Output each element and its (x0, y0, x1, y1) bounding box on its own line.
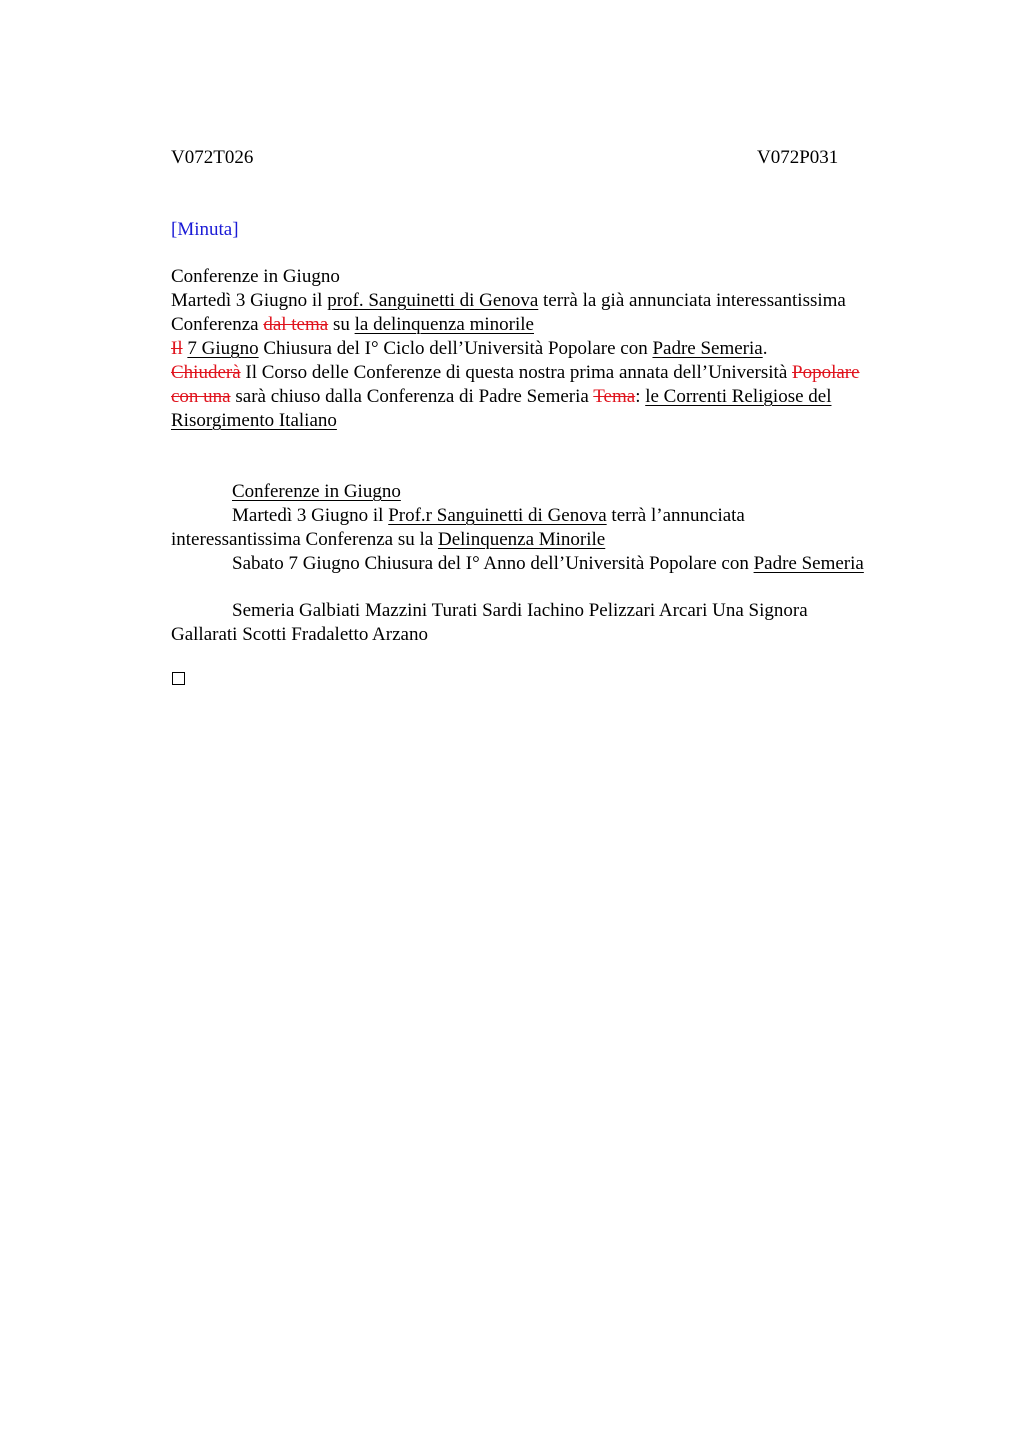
text: Chiusura del I° Ciclo dell’Università Popolare con (258, 338, 653, 359)
text: su (328, 314, 355, 335)
text: Sabato 7 Giugno Chiusura del I° Anno dell’Università Popolare con (232, 553, 754, 574)
text: Conferenza (171, 314, 264, 335)
topic: la delinquenza minorile (354, 314, 534, 335)
speaker-name: Padre Semeria (753, 553, 864, 574)
deleted-text: Chiuderà (171, 362, 241, 383)
deleted-text: Il (171, 338, 183, 359)
speaker-name: Padre Semeria (652, 338, 763, 359)
topic: le Correnti Religiose del (645, 386, 832, 407)
final-line-1 (232, 504, 745, 528)
speaker-name: prof. Sanguinetti di Genova (327, 290, 539, 311)
names-line-1: Semeria Galbiati Mazzini Turati Sardi Iachino Pelizzari Arcari Una Signora (232, 600, 808, 621)
draft-line-5 (171, 385, 831, 409)
draft-line-4 (171, 361, 860, 385)
deleted-text: dal tema (263, 314, 329, 335)
text: sarà chiuso dalla Conferenza di Padre Semeria (230, 386, 594, 407)
topic: Risorgimento Italiano (171, 410, 337, 431)
text: terrà la già annunciata interessantissima (538, 290, 846, 311)
draft-line-1 (171, 289, 846, 313)
draft-line-3 (171, 337, 767, 361)
final-title (232, 480, 401, 504)
final-line-2 (171, 528, 605, 552)
date: 7 Giugno (187, 338, 259, 359)
final-line-3 (232, 552, 864, 576)
empty-box-icon (172, 672, 185, 685)
draft-line-2 (171, 313, 534, 337)
minuta-label: [Minuta] (171, 219, 239, 240)
deleted-text: Tema (593, 386, 636, 407)
text: terrà l’annunciata (606, 505, 745, 526)
text: interessantissima Conferenza su la (171, 529, 438, 550)
final-title-text: Conferenze in Giugno (232, 481, 401, 502)
topic: Delinquenza Minorile (437, 529, 606, 550)
text: . (762, 338, 768, 359)
speaker-name: Prof.r Sanguinetti di Genova (388, 505, 607, 526)
header-right-code: V072P031 (757, 147, 839, 168)
names-line-2: Gallarati Scotti Fradaletto Arzano (171, 624, 428, 645)
draft-line-6 (171, 409, 337, 433)
draft-title: Conferenze in Giugno (171, 266, 340, 287)
text: Martedì 3 Giugno il (232, 505, 389, 526)
text: Martedì 3 Giugno il (171, 290, 328, 311)
text: : (635, 386, 646, 407)
header-left-code: V072T026 (171, 147, 254, 168)
deleted-text: Popolare (792, 362, 860, 383)
text: Il Corso delle Conferenze di questa nostra prima annata dell’Università (240, 362, 792, 383)
deleted-text: con una (171, 386, 231, 407)
